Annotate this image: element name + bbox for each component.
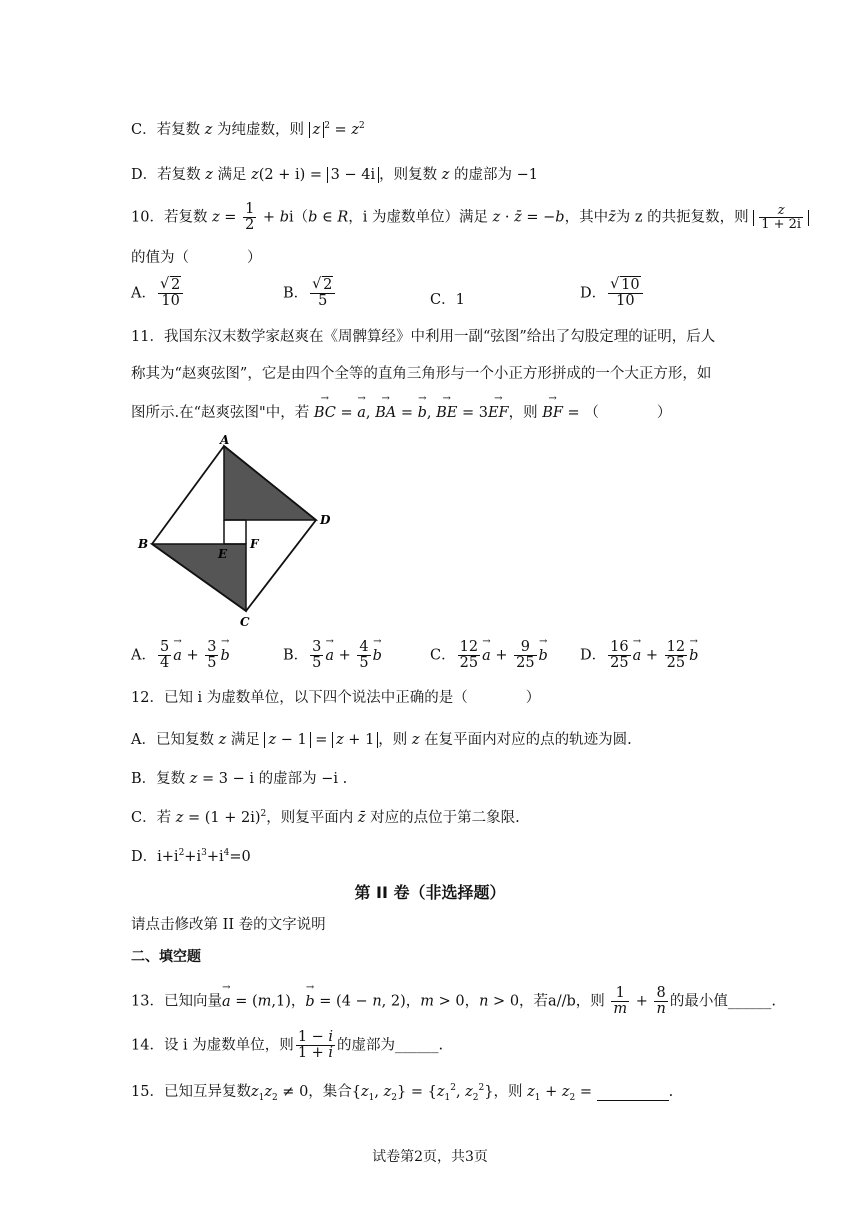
- q10-stem-cont: 的值为（ ）: [131, 250, 262, 266]
- q14: 14．设 i 为虚数单位，则 $\frac{1 - i}{1 + i}$ 的虚部为______.: [131, 1029, 444, 1062]
- q12-option-b: B．复数 z = 3 − i 的虚部为 −i .: [131, 771, 348, 787]
- label-f: F: [250, 537, 259, 551]
- q9-option-c: C．若复数 z 为纯虚数，则 z $^2 = z^2$: [131, 121, 365, 138]
- q9-option-d: D．若复数 z 满足 z(2 + i) = 3 − 4i ，则复数 z 的虚部为 −1: [131, 167, 538, 183]
- q11-option-d: D． $\frac{16}{25}$ → a + $\frac{12}{25}$ → b: [580, 640, 698, 671]
- q10-option-a: A． √ $\frac{2}{10}$: [131, 278, 185, 309]
- q10-option-b: B． √ $\frac{2}{5}$: [283, 278, 337, 309]
- label-a: A: [220, 433, 230, 447]
- label-d: D: [320, 513, 331, 527]
- q11-option-a: A． $\frac{5}{4}$ → a + $\frac{3}{5}$ → b: [131, 640, 230, 671]
- q15: 15．已知互异复数$z_1z_2 \ne 0$，集合{$z_1$, $z_2\} = \{z_1^2$, $z_2^2$}，则 $z_1 + z_2$ = .: [131, 1083, 674, 1103]
- q11-line-3: 图所示.在“赵爽弦图"中，若 → BC = → a, → BA = → b, → BE = 3→ EF，则 → BF = （ ）: [131, 401, 671, 422]
- q12-option-d: D．$i+i^2+i^3+i^4=0$: [131, 848, 251, 865]
- q10-option-c: C．1: [430, 292, 465, 308]
- part-two-note: 请点击修改第 II 卷的文字说明: [131, 917, 326, 933]
- label-e: E: [218, 547, 228, 561]
- q10-option-d: D． √ $\frac{10}{10}$: [580, 278, 645, 309]
- q12-stem: 12．已知 i 为虚数单位，以下四个说法中正确的是（ ）: [131, 690, 541, 706]
- page-footer: 试卷第2页，共3页: [372, 1149, 488, 1165]
- q11-option-c: C． $\frac{12}{25}$ → a + $\frac{9}{25}$ → b: [430, 640, 548, 671]
- q12-option-c: C．若 $z = (1 + 2i)^2$，则复平面内 z̄ 对应的点位于第二象限.: [131, 809, 520, 826]
- label-c: C: [240, 615, 250, 629]
- q11-line-2: 称其为“赵爽弦图”，它是由四个全等的直角三角形与一个小正方形拼成的一个大正方形，如: [131, 366, 712, 382]
- q10-stem: 10．若复数 z = $\frac{1}{2}$ + bi（b ∈ R，i 为虚数单位）满足 z · z̄ = −b，其中z̄为 z 的共扼复数，则 $\frac{z}{1 + 2i}$: [131, 202, 809, 233]
- q11-line-1: 11．我国东汉末数学家赵爽在《周髀算经》中利用一副“弦图”给出了勾股定理的证明，后人: [131, 329, 716, 345]
- q12-option-a: A．已知复数 z 满足 z − 1 = z + 1 ，则 z 在复平面内对应的点的轨迹为圆.: [131, 732, 632, 748]
- part-two-title: 第 II 卷（非选择题）: [354, 883, 506, 902]
- q11-option-b: B． $\frac{3}{5}$ → a + $\frac{4}{5}$ → b: [283, 640, 382, 671]
- zhao-shuang-diagram: [134, 432, 334, 632]
- label-b: B: [138, 537, 149, 551]
- section-heading: 二、填空题: [131, 949, 201, 965]
- q13: 13．已知向量→ a = (m,1)，→ b = (4 − n, 2)，m > 0，n > 0，若a//b，则 $\frac{1}{m}$ + $\frac{8}{n}$ 的最小值______.: [131, 986, 776, 1017]
